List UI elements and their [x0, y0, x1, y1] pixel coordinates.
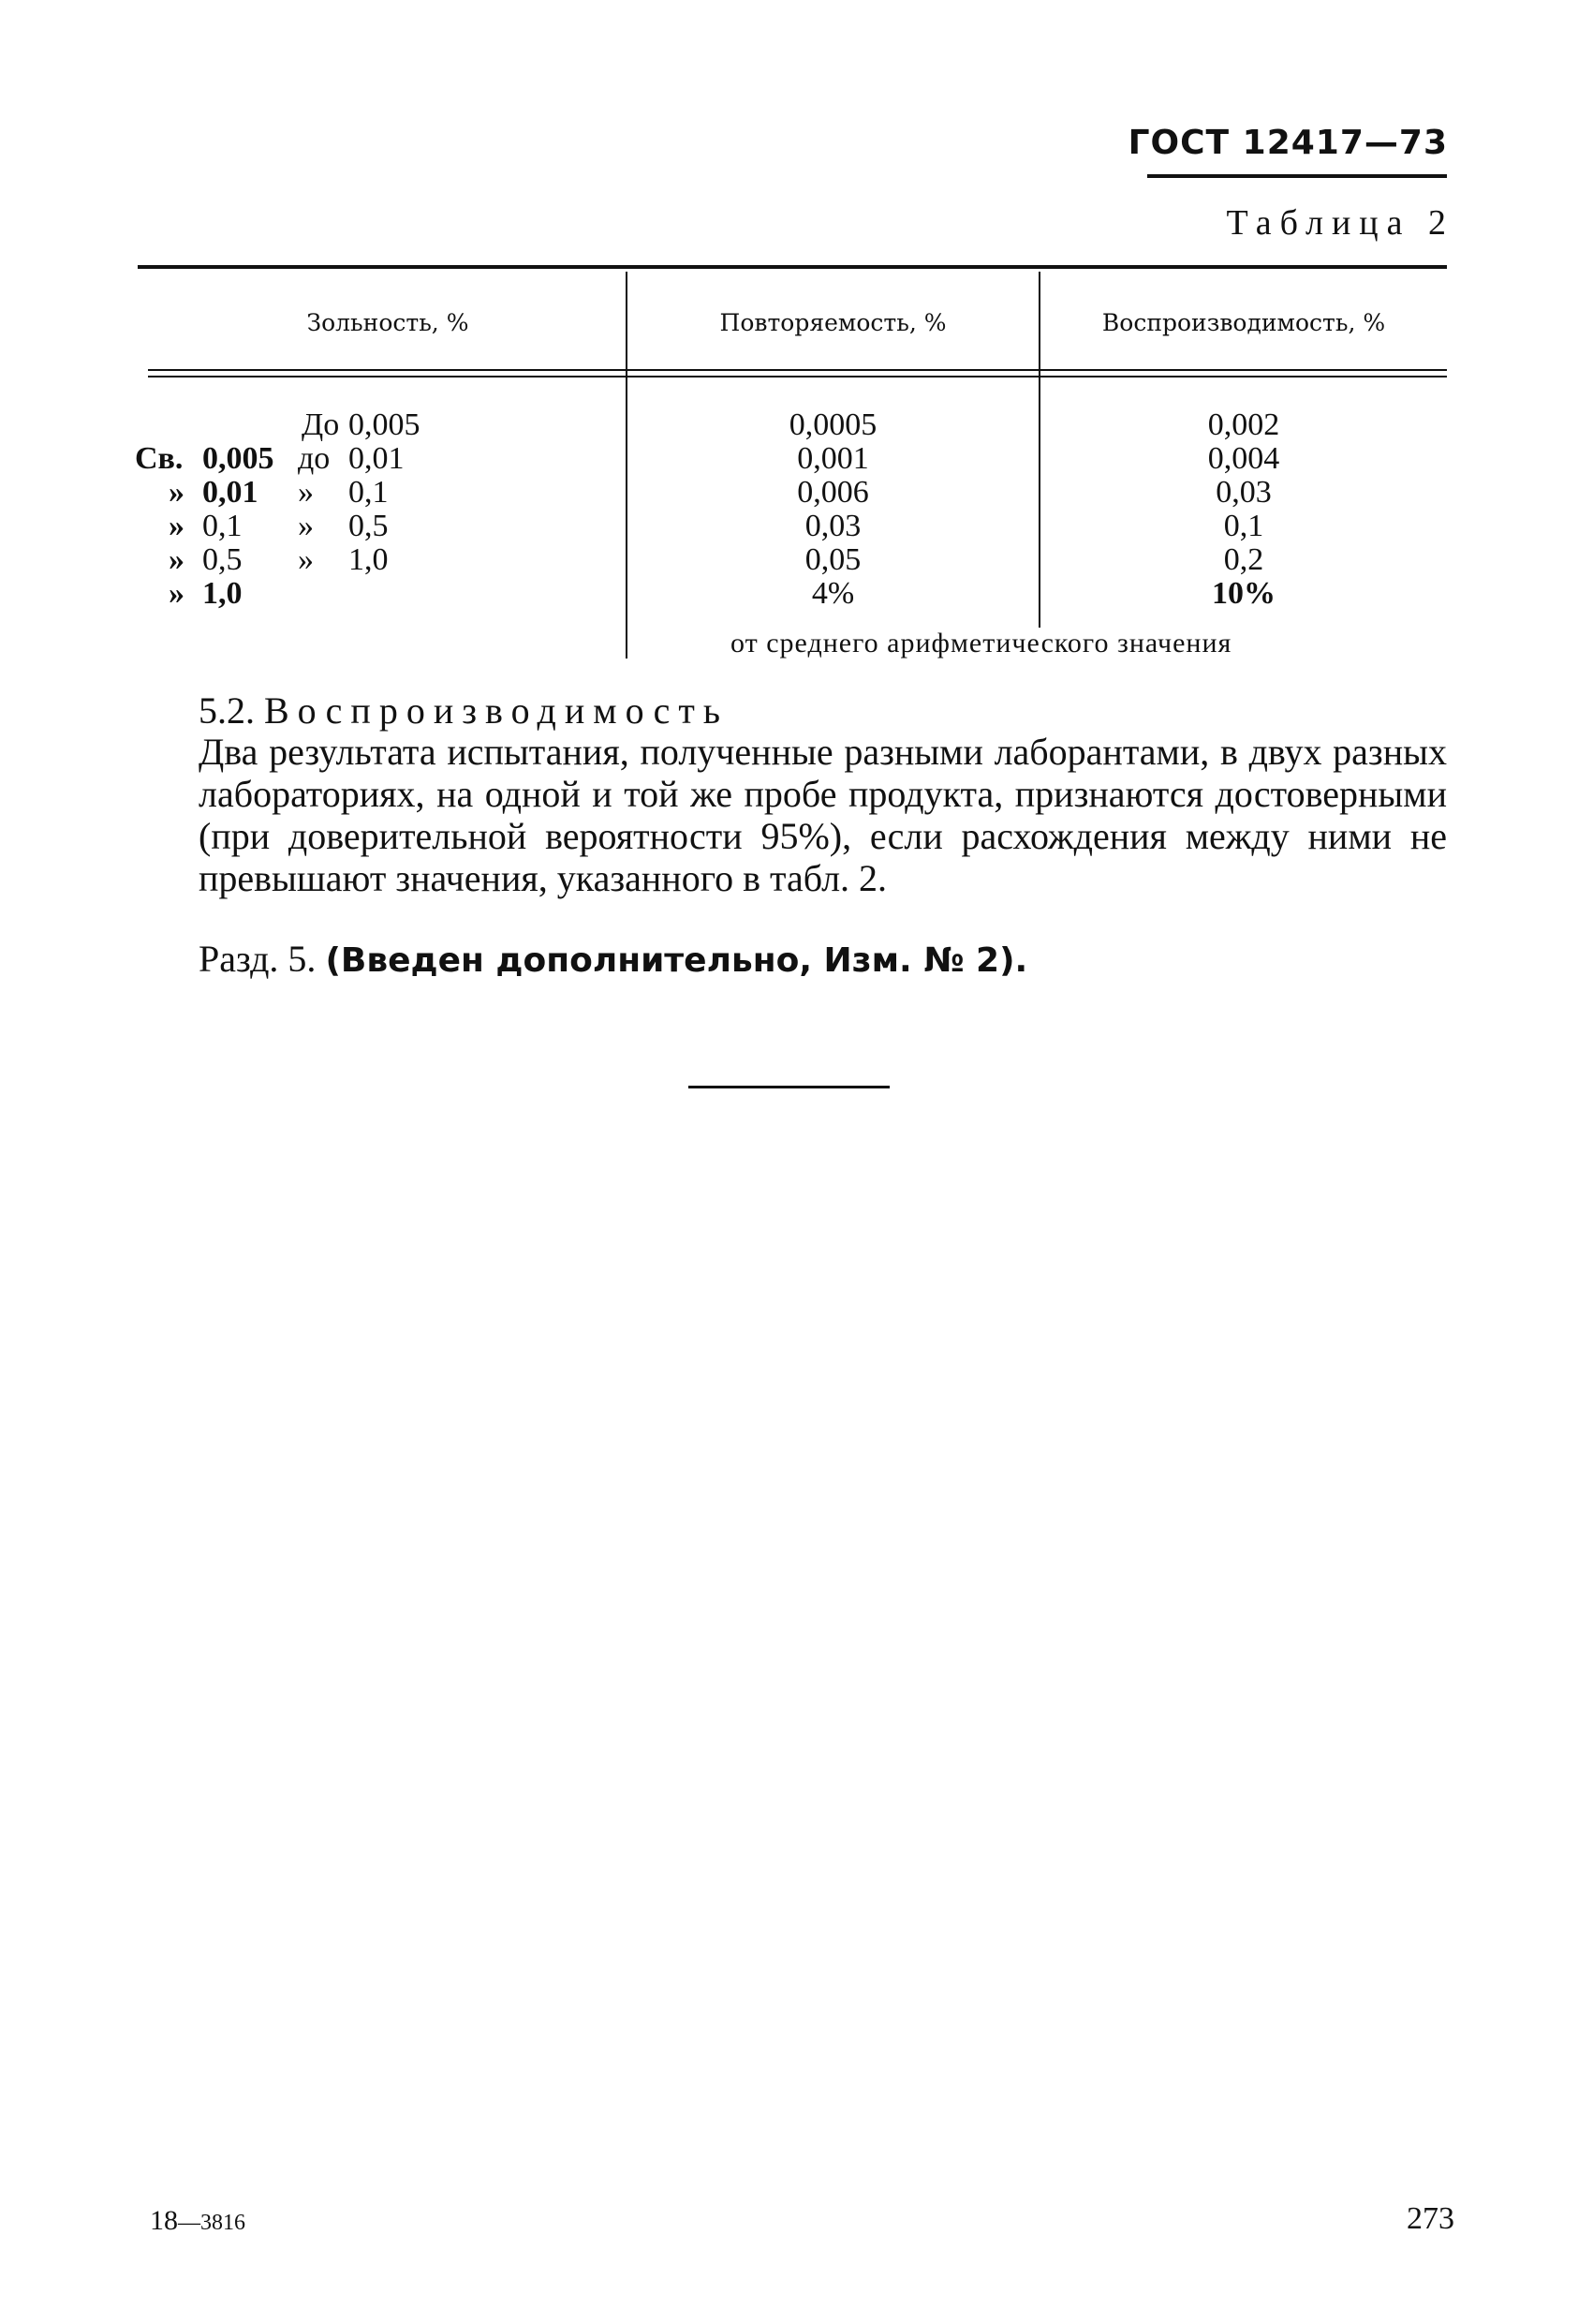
ash-sep: »	[298, 509, 314, 543]
table-header-rule-2	[148, 376, 1447, 377]
repeatability-value: 0,05	[804, 542, 862, 577]
end-rule	[688, 1086, 890, 1088]
printer-signature	[150, 2205, 245, 2237]
table-header-rule	[148, 369, 1447, 371]
section-heading	[199, 688, 729, 733]
table-row	[131, 408, 618, 442]
section-paragraph: Два результата испытания, полученные разными лаборантами, в двух разных лабораториях, на одной и той же пробе продукта, признаются достоверными (при доверительной вероятности 95%), если расхождения между ними не превышают значения, указанного в табл. 2.	[199, 731, 1447, 899]
ash-sep: До	[302, 407, 340, 442]
section-title: Воспроизводимость	[264, 689, 730, 732]
ash-from: 0,5	[202, 542, 243, 577]
ash-prefix: »	[169, 542, 184, 577]
ash-prefix: »	[169, 576, 184, 611]
table-row	[131, 442, 618, 476]
column-header-ash: Зольность, %	[306, 309, 469, 336]
ash-prefix: »	[169, 475, 184, 510]
ash-to: 1,0	[348, 542, 389, 577]
reproducibility-column	[1040, 408, 1447, 614]
ash-prefix: »	[169, 509, 184, 543]
table-note: от среднего арифметического значения	[730, 628, 1232, 659]
ash-from: 0,005	[202, 441, 274, 476]
table-row	[131, 577, 618, 611]
ash-to: 0,005	[348, 407, 420, 442]
signature-num: 18	[150, 2205, 178, 2236]
amendment-note	[199, 937, 1027, 981]
section-number: 5.2.	[199, 689, 255, 732]
ash-sep: до	[298, 441, 331, 476]
ash-to: 0,01	[348, 441, 405, 476]
header-rule	[1147, 174, 1447, 178]
ash-column	[131, 408, 618, 614]
repeatability-value: 0,006	[797, 475, 869, 510]
repeatability-value: 0,001	[797, 441, 869, 476]
ash-sep: »	[298, 475, 314, 510]
repeatability-column	[627, 408, 1039, 614]
ash-to: 0,5	[348, 509, 389, 543]
repeatability-value: 4%	[811, 576, 855, 611]
ash-from: 0,01	[202, 475, 258, 510]
table-caption: Таблица 2	[1226, 203, 1454, 243]
amendment-bold: (Введен дополнительно, Изм. № 2).	[325, 941, 1028, 980]
ash-from: 0,1	[202, 509, 243, 543]
signature-code: —3816	[178, 2211, 245, 2235]
table-top-rule	[138, 265, 1447, 269]
table-row	[131, 543, 618, 577]
ash-to: 0,1	[348, 475, 389, 510]
reproducibility-value: 0,004	[1207, 441, 1280, 476]
page-number: 273	[1407, 2201, 1454, 2236]
repeatability-value: 0,0005	[789, 407, 878, 442]
ash-from: 1,0	[202, 576, 243, 611]
ash-sep: »	[298, 542, 314, 577]
repeatability-value: 0,03	[804, 509, 862, 543]
table-row	[131, 476, 618, 510]
reproducibility-value: 0,2	[1223, 542, 1264, 577]
document-standard-code: ГОСТ 12417—73	[1128, 124, 1448, 162]
amendment-prefix: Разд. 5.	[199, 938, 317, 980]
reproducibility-value: 10%	[1212, 576, 1276, 611]
reproducibility-value: 0,03	[1216, 475, 1272, 510]
table-row	[131, 510, 618, 543]
column-header-reproducibility: Воспроизводимость, %	[1101, 309, 1386, 336]
reproducibility-value: 0,002	[1207, 407, 1280, 442]
ash-prefix: Св.	[135, 441, 184, 476]
column-header-repeatability: Повторяемость, %	[719, 309, 947, 336]
reproducibility-value: 0,1	[1223, 509, 1264, 543]
